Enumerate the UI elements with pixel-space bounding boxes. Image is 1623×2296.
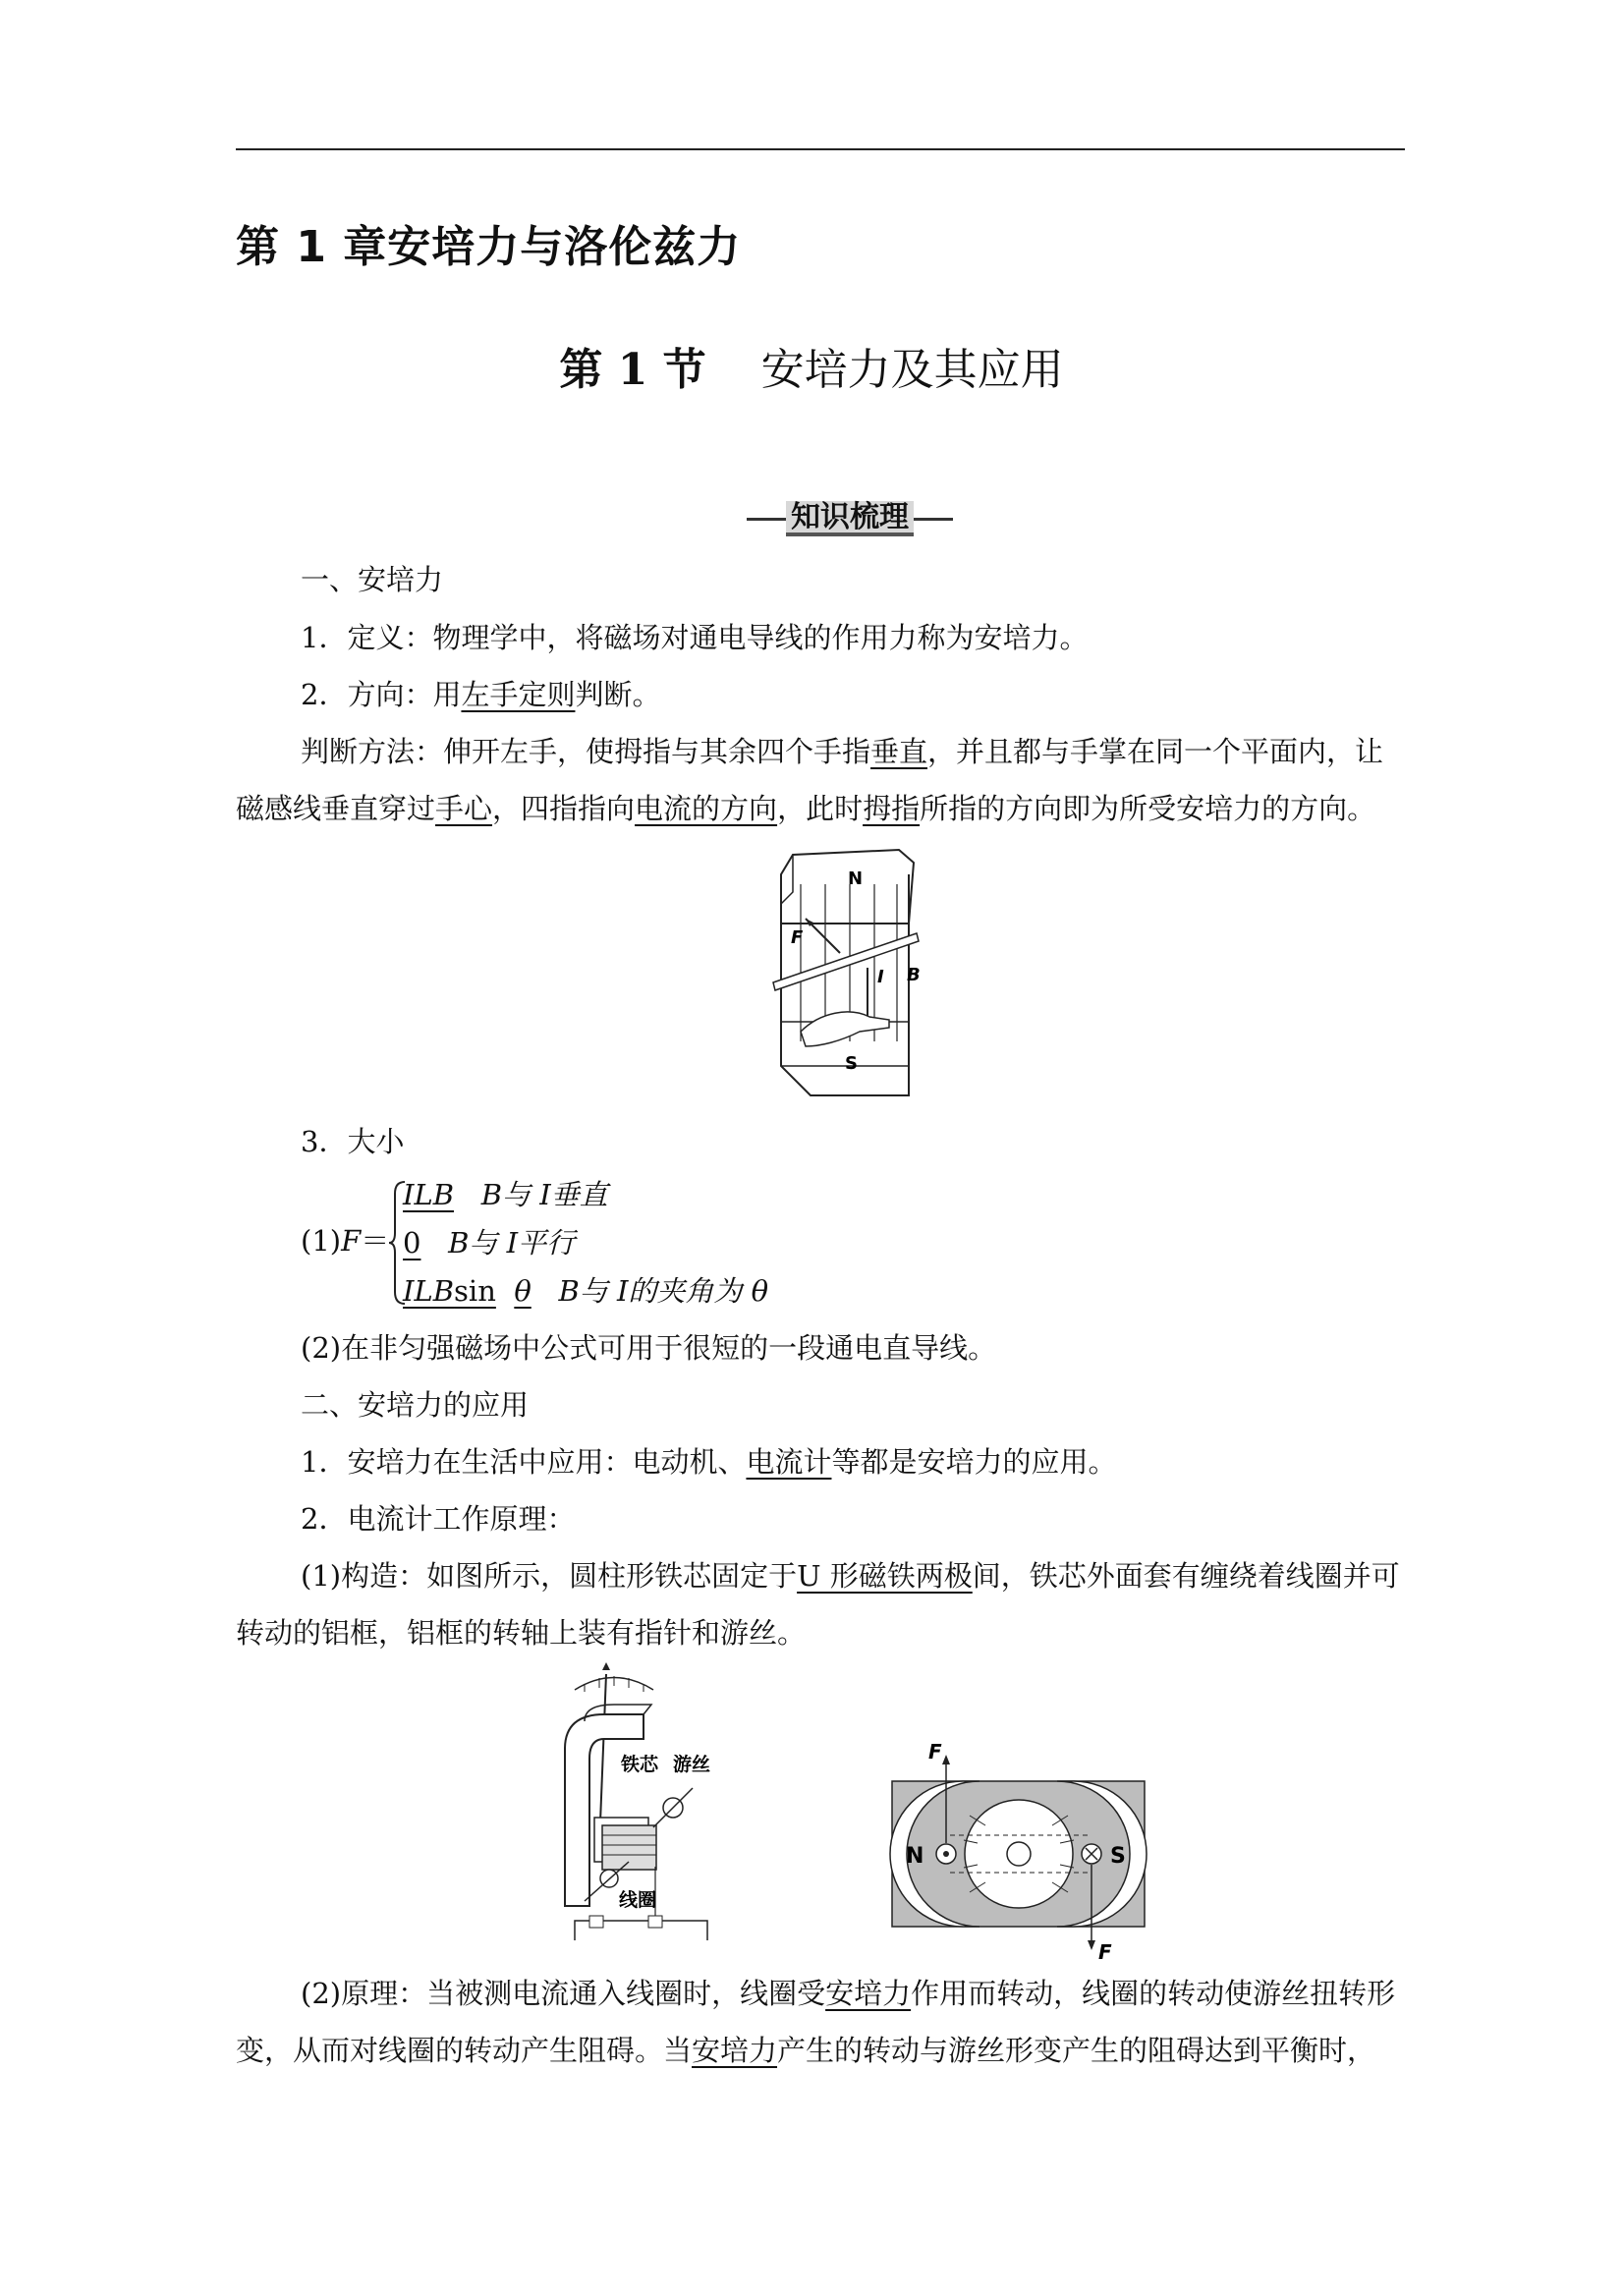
- definition-line: 1．定义：物理学中，将磁场对通电导线的作用力称为安培力。: [301, 621, 1089, 654]
- left-hand-rule: 左手定则: [461, 678, 576, 711]
- knowledge-banner: [747, 501, 953, 536]
- radial-field-figure: [889, 1737, 1149, 1963]
- fig1-current-label: I: [877, 967, 884, 987]
- section-title: [0, 334, 1623, 397]
- principle-line-1: (2)原理：当被测电流通入线圈时，线圈受安培力作用而转动，线圈的转动使游丝扭转形: [301, 1977, 1396, 2010]
- fig1-field-label: B: [907, 965, 921, 985]
- fig3-south-label: S: [1110, 1844, 1126, 1869]
- coil-label: 线圈: [619, 1889, 657, 1911]
- fig1-south-label: S: [845, 1053, 858, 1074]
- header-rule: [236, 148, 1405, 150]
- fig3-force-top-label: F: [928, 1740, 942, 1764]
- principle-heading: 2．电流计工作原理：: [301, 1502, 576, 1536]
- application-line: 1．安培力在生活中应用：电动机、电流计等都是安培力的应用。: [301, 1445, 1117, 1479]
- spring-label: 游丝: [673, 1754, 711, 1775]
- formula-case-2: 0 B与 I平行: [403, 1226, 576, 1260]
- principle-line-2: 变，从而对线圈的转动产生阻碍。当安培力产生的转动与游丝形变产生的阻碍达到平衡时，: [236, 2034, 1376, 2067]
- construction-line-2: 转动的铝框，铝框的转轴上装有指针和游丝。: [236, 1616, 807, 1650]
- fig3-force-bottom-label: F: [1098, 1940, 1112, 1964]
- direction-line: 2．方向：用左手定则判断。: [301, 678, 661, 711]
- method-line-1: 判断方法：伸开左手，使拇指与其余四个手指垂直，并且都与手掌在同一个平面内，让: [301, 735, 1384, 768]
- banner-label: 知识梳理: [786, 501, 914, 536]
- method-line-2: 磁感线垂直穿过手心，四指指向电流的方向，此时拇指所指的方向即为所受安培力的方向。: [236, 792, 1376, 825]
- fig1-force-label: F: [791, 927, 804, 948]
- section-number: 第 1 节: [559, 345, 706, 395]
- formula-lhs: (1)F＝: [301, 1224, 390, 1258]
- fig1-north-label: N: [848, 868, 864, 889]
- size-heading: 3．大小: [301, 1125, 405, 1158]
- section-name: 安培力及其应用: [760, 345, 1064, 395]
- heading-applications: 二、安培力的应用: [301, 1388, 530, 1422]
- galvanometer-figure: [545, 1670, 722, 1955]
- construction-line-1: (1)构造：如图所示，圆柱形铁芯固定于U 形磁铁两极间，铁芯外面套有缠绕着线圈并可: [301, 1559, 1400, 1593]
- formula-case-3: ILBsin θ B与 I的夹角为 θ: [403, 1274, 769, 1308]
- fig3-north-label: N: [906, 1844, 924, 1869]
- formula-case-1: ILB B与 I垂直: [403, 1178, 608, 1211]
- chapter-title: 第 1 章安培力与洛伦兹力: [236, 222, 742, 272]
- core-label: 铁芯: [621, 1754, 659, 1775]
- heading-ampere-force: 一、安培力: [301, 563, 444, 596]
- left-hand-rule-figure: [771, 845, 919, 1100]
- formula-note: (2)在非匀强磁场中公式可用于很短的一段通电直导线。: [301, 1331, 997, 1365]
